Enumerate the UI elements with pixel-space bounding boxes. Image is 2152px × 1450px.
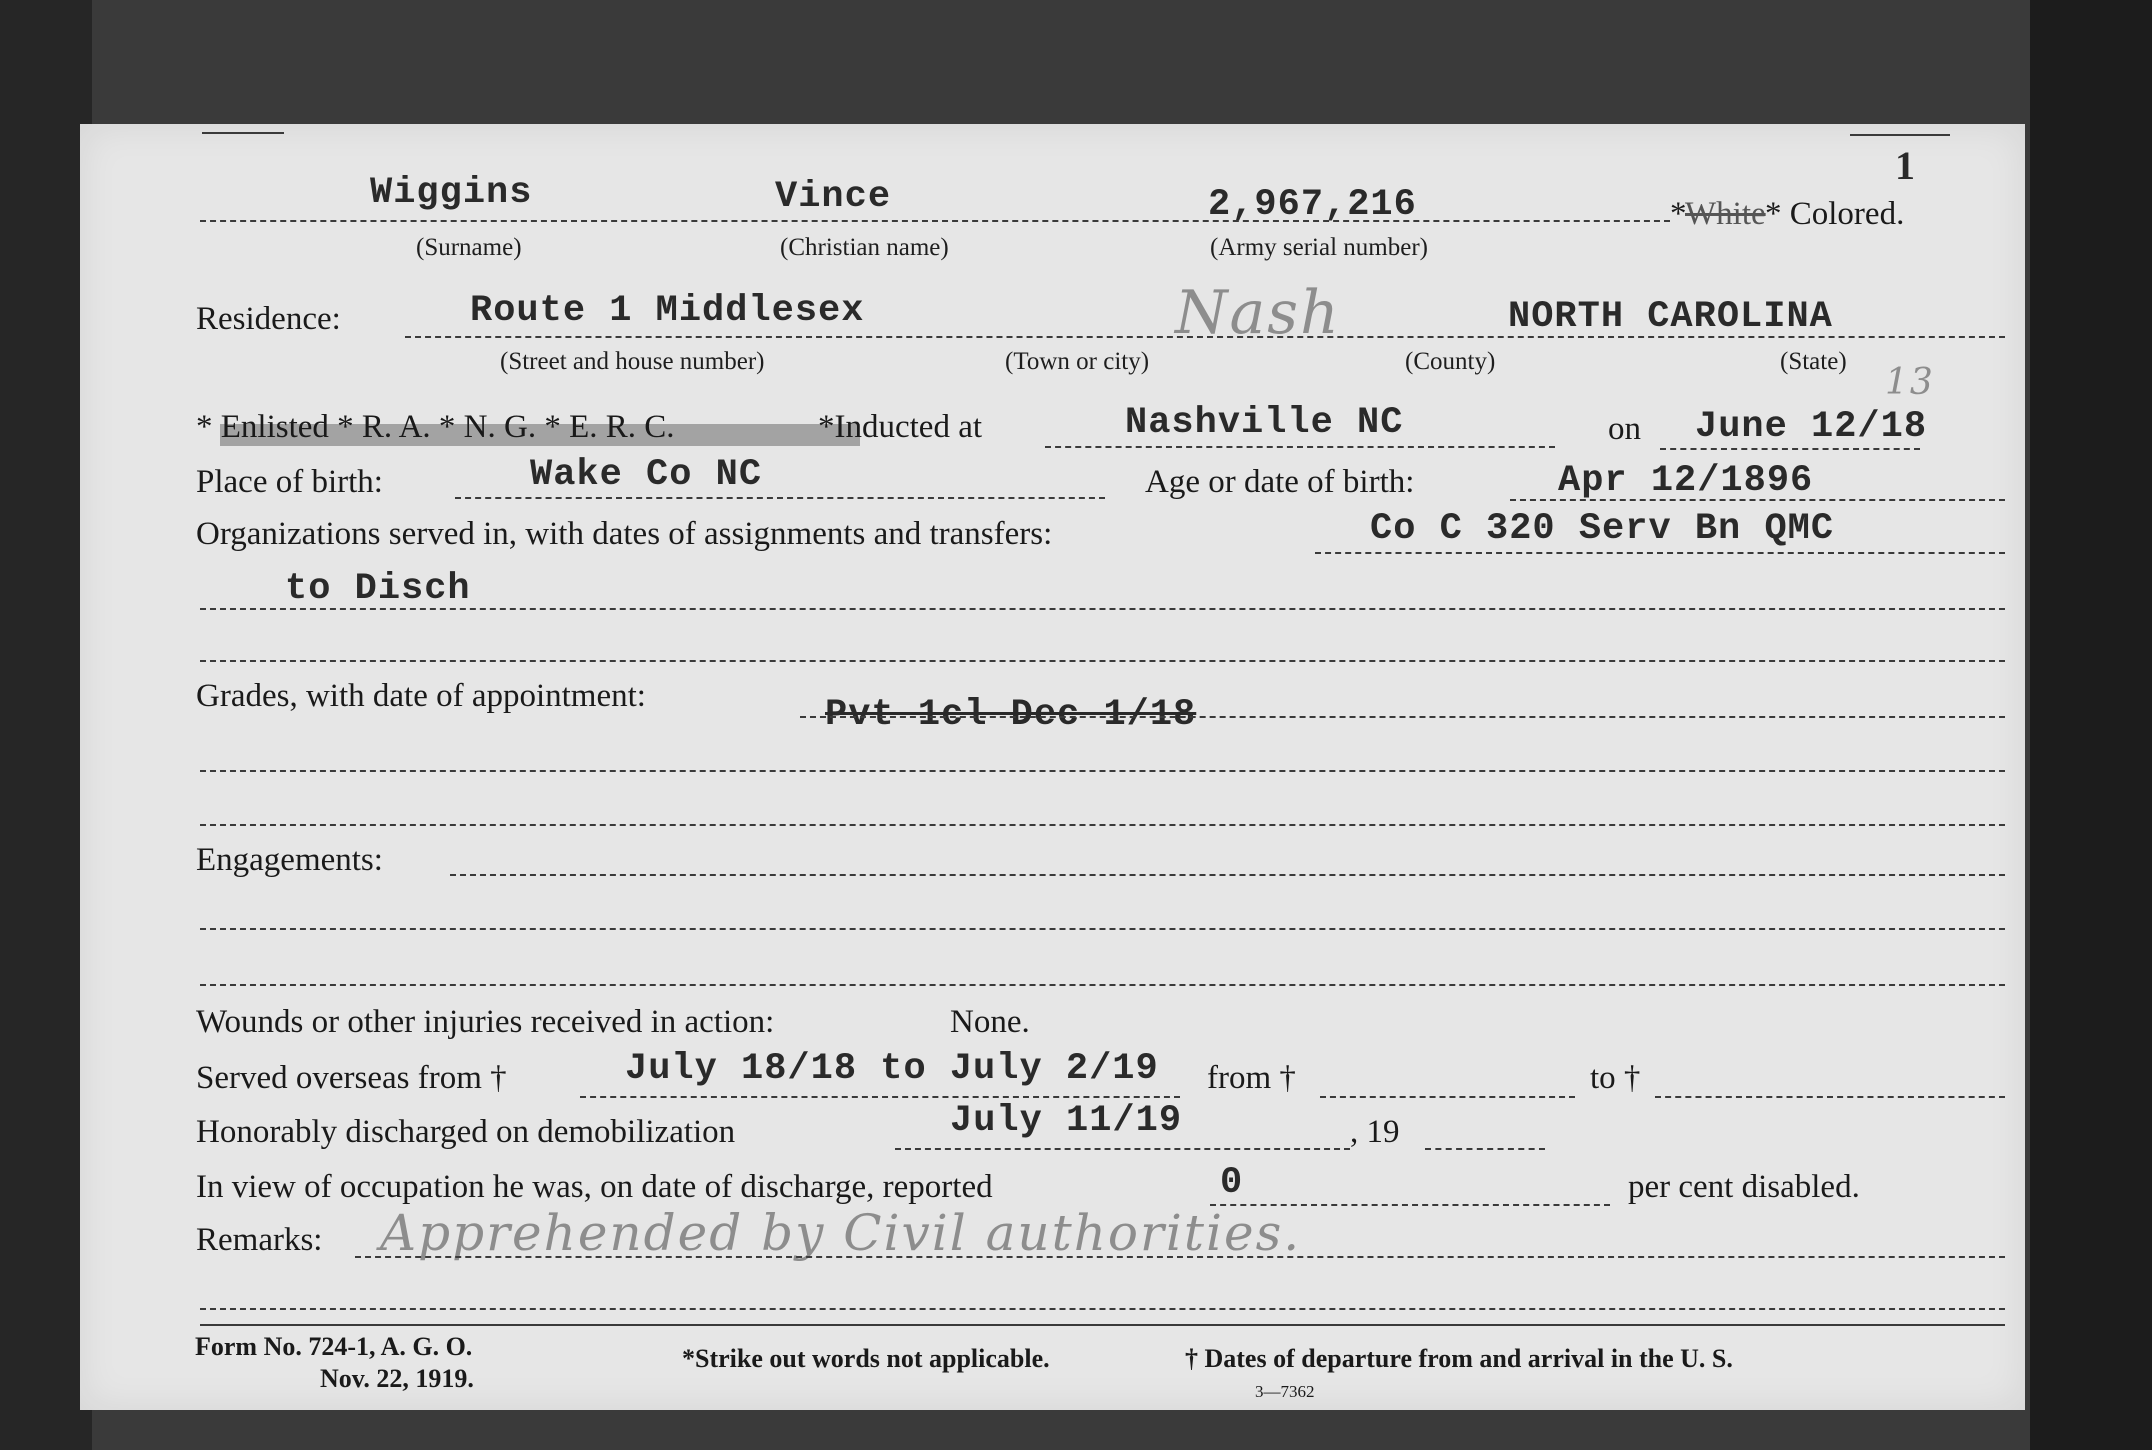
birth-place-line	[455, 497, 1105, 499]
top-rule-left	[202, 132, 284, 134]
remarks-handwritten: Apprehended by Civil authorities.	[380, 1204, 1302, 1262]
age-label: Age or date of birth:	[1145, 464, 1415, 500]
remarks-line1	[355, 1256, 2005, 1258]
overseas-from-label: from †	[1207, 1060, 1296, 1096]
christian-name-value: Vince	[775, 176, 892, 218]
race-white-struck: White	[1685, 196, 1766, 232]
residence-line	[405, 336, 2005, 338]
race-colored: * Colored.	[1765, 196, 1905, 232]
organizations-line1-value: Co C 320 Serv Bn QMC	[1370, 508, 1835, 550]
scan-backdrop-left	[0, 0, 92, 1450]
street-value: Route 1 Middlesex	[470, 290, 865, 332]
top-rule-right	[1850, 134, 1950, 136]
occupation-label: In view of occupation he was, on date of discharge, reported	[196, 1169, 993, 1205]
organizations-line2	[200, 608, 2005, 610]
overseas-line3	[1655, 1096, 2005, 1098]
engagements-line3	[200, 984, 2005, 986]
grades-line3	[200, 824, 2005, 826]
form-number: Form No. 724-1, A. G. O.	[195, 1332, 473, 1361]
race-prefix: *	[1670, 196, 1687, 232]
birth-place-value: Wake Co NC	[530, 454, 763, 496]
birth-place-label: Place of birth:	[196, 464, 383, 500]
county-handwritten: Nash	[1175, 278, 1341, 348]
enlistment-options-struck: * Enlisted * R. A. * N. G. * E. R. C.	[196, 409, 675, 445]
street-caption: (Street and house number)	[500, 348, 765, 375]
names-line	[200, 220, 1670, 222]
grades-line1	[800, 716, 2005, 718]
nineteen-label: , 19	[1350, 1114, 1400, 1150]
grades-line2	[200, 770, 2005, 772]
surname-value: Wiggins	[370, 172, 533, 214]
discharged-label: Honorably discharged on demobilization	[196, 1114, 736, 1150]
overseas-line2	[1320, 1096, 1575, 1098]
print-code: 3—7362	[1255, 1382, 1315, 1401]
residence-label: Residence:	[196, 301, 341, 337]
card-number: 1	[1895, 143, 1916, 188]
serial-number-value: 2,967,216	[1208, 184, 1417, 226]
remarks-label: Remarks:	[196, 1222, 323, 1258]
organizations-label: Organizations served in, with dates of assignments and transfers:	[196, 516, 1053, 552]
induction-date-value: June 12/18	[1695, 406, 1928, 448]
inducted-at-line	[1045, 446, 1555, 448]
on-label: on	[1608, 411, 1641, 447]
serial-caption: (Army serial number)	[1210, 234, 1428, 261]
grades-value: Pvt 1cl Dec 1/18	[825, 694, 1197, 736]
induction-date-correction: 13	[1885, 362, 1935, 403]
per-cent-disabled-label: per cent disabled.	[1628, 1169, 1860, 1205]
wounds-label: Wounds or other injuries received in action:	[196, 1004, 775, 1040]
organizations-line1	[1315, 552, 2005, 554]
dates-note: † Dates of departure from and arrival in the U. S.	[1185, 1344, 1733, 1373]
service-record-card	[80, 124, 2025, 1410]
overseas-value: July 18/18 to July 2/19	[625, 1048, 1159, 1090]
scan-backdrop-right	[2030, 0, 2152, 1450]
birth-date-line	[1510, 499, 2005, 501]
engagements-line1	[450, 874, 2005, 876]
nineteen-line	[1425, 1148, 1545, 1150]
overseas-line1	[580, 1096, 1180, 1098]
state-caption: (State)	[1780, 348, 1847, 375]
disabled-percent-value: 0	[1220, 1162, 1244, 1204]
discharged-value: July 11/19	[950, 1100, 1183, 1142]
inducted-at-value: Nashville NC	[1125, 402, 1404, 444]
wounds-value: None.	[950, 1004, 1030, 1040]
discharged-line	[895, 1148, 1350, 1150]
surname-caption: (Surname)	[416, 234, 522, 261]
footer-rule	[200, 1324, 2005, 1326]
state-value: NORTH CAROLINA	[1508, 296, 1833, 338]
strike-note: *Strike out words not applicable.	[682, 1344, 1050, 1373]
inducted-label: *Inducted at	[818, 409, 983, 445]
organizations-line3	[200, 660, 2005, 662]
county-caption: (County)	[1405, 348, 1496, 375]
engagements-line2	[200, 928, 2005, 930]
grades-label: Grades, with date of appointment:	[196, 678, 646, 714]
birth-date-value: Apr 12/1896	[1558, 460, 1814, 502]
organizations-line2-value: to Disch	[285, 568, 471, 610]
christian-caption: (Christian name)	[780, 234, 949, 261]
induction-date-line	[1660, 448, 1920, 450]
overseas-label: Served overseas from †	[196, 1060, 507, 1096]
engagements-label: Engagements:	[196, 842, 383, 878]
overseas-to-label: to †	[1590, 1060, 1641, 1096]
remarks-line2	[200, 1308, 2005, 1310]
form-date: Nov. 22, 1919.	[320, 1364, 474, 1393]
town-caption: (Town or city)	[1005, 348, 1150, 375]
